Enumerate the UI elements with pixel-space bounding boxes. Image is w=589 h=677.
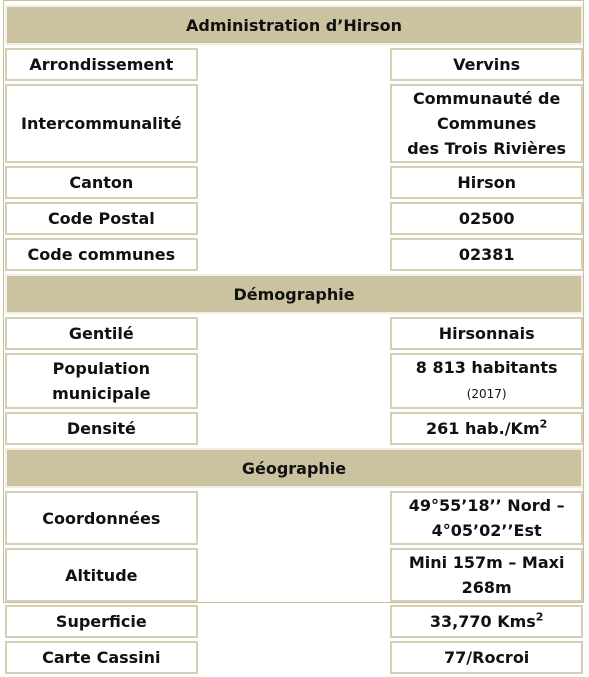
superficie-exponent: 2 xyxy=(535,610,544,624)
row-value-population xyxy=(390,353,583,409)
row-label-carte-cassini: Carte Cassini xyxy=(5,641,198,674)
row-value-gentile: Hirsonnais xyxy=(390,317,583,350)
row-value-carte-cassini: 77/Rocroi xyxy=(390,641,583,674)
row-label-coordonnees: Coordonnées xyxy=(5,491,198,545)
table-row xyxy=(5,238,583,271)
table-row xyxy=(5,202,583,235)
row-label-intercommunalite: Intercommunalité xyxy=(5,84,198,163)
column-gap xyxy=(198,166,391,199)
row-label-gentile: Gentilé xyxy=(5,317,198,350)
row-value-densite xyxy=(390,412,583,445)
section-header-row xyxy=(5,274,583,314)
column-gap xyxy=(198,317,391,350)
row-label-code-postal: Code Postal xyxy=(5,202,198,235)
intercommunalite-line-1: Communauté de Communes xyxy=(412,89,561,133)
row-value-intercommunalite xyxy=(390,84,583,163)
row-value-coordonnees: 49°55’18’’ Nord – 4°05’02’’Est xyxy=(390,491,583,545)
column-gap xyxy=(198,548,391,602)
row-value-arrondissement: Vervins xyxy=(390,48,583,81)
row-label-code-communes: Code communes xyxy=(5,238,198,271)
info-table xyxy=(5,2,583,677)
row-value-code-postal: 02500 xyxy=(390,202,583,235)
table-row xyxy=(5,548,583,602)
row-label-canton: Canton xyxy=(5,166,198,199)
row-value-code-communes: 02381 xyxy=(390,238,583,271)
row-value-canton: Hirson xyxy=(390,166,583,199)
column-gap xyxy=(198,238,391,271)
row-label-densite: Densité xyxy=(5,412,198,445)
section-header-row xyxy=(5,5,583,45)
row-label-arrondissement: Arrondissement xyxy=(5,48,198,81)
row-label-population: Population municipale xyxy=(5,353,198,409)
table-row xyxy=(5,166,583,199)
table-row xyxy=(5,84,583,163)
column-gap xyxy=(198,84,391,163)
section-title-geographie: Géographie xyxy=(5,448,583,488)
section-title-administration: Administration d’Hirson xyxy=(5,5,583,45)
table-row xyxy=(5,412,583,445)
column-gap xyxy=(198,412,391,445)
row-value-altitude: Mini 157m – Maxi 268m xyxy=(390,548,583,602)
column-gap xyxy=(198,353,391,409)
table-row xyxy=(5,48,583,81)
column-gap xyxy=(198,641,391,674)
table-row xyxy=(5,317,583,350)
row-label-superficie: Superficie xyxy=(5,605,198,638)
row-label-altitude: Altitude xyxy=(5,548,198,602)
column-gap xyxy=(198,605,391,638)
population-year: (2017) xyxy=(466,387,507,401)
table-row xyxy=(5,641,583,674)
densite-value: 261 hab./Km xyxy=(426,419,540,438)
densite-exponent: 2 xyxy=(539,417,548,431)
row-value-superficie xyxy=(390,605,583,638)
column-gap xyxy=(198,202,391,235)
column-gap xyxy=(198,48,391,81)
superficie-value: 33,770 Kms xyxy=(429,612,536,631)
section-title-demographie: Démographie xyxy=(5,274,583,314)
section-header-row xyxy=(5,448,583,488)
population-value: 8 813 habitants xyxy=(415,358,558,377)
column-gap xyxy=(198,491,391,545)
table-row xyxy=(5,605,583,638)
intercommunalite-line-2: des Trois Rivières xyxy=(407,139,567,158)
table-row xyxy=(5,491,583,545)
table-row xyxy=(5,353,583,409)
